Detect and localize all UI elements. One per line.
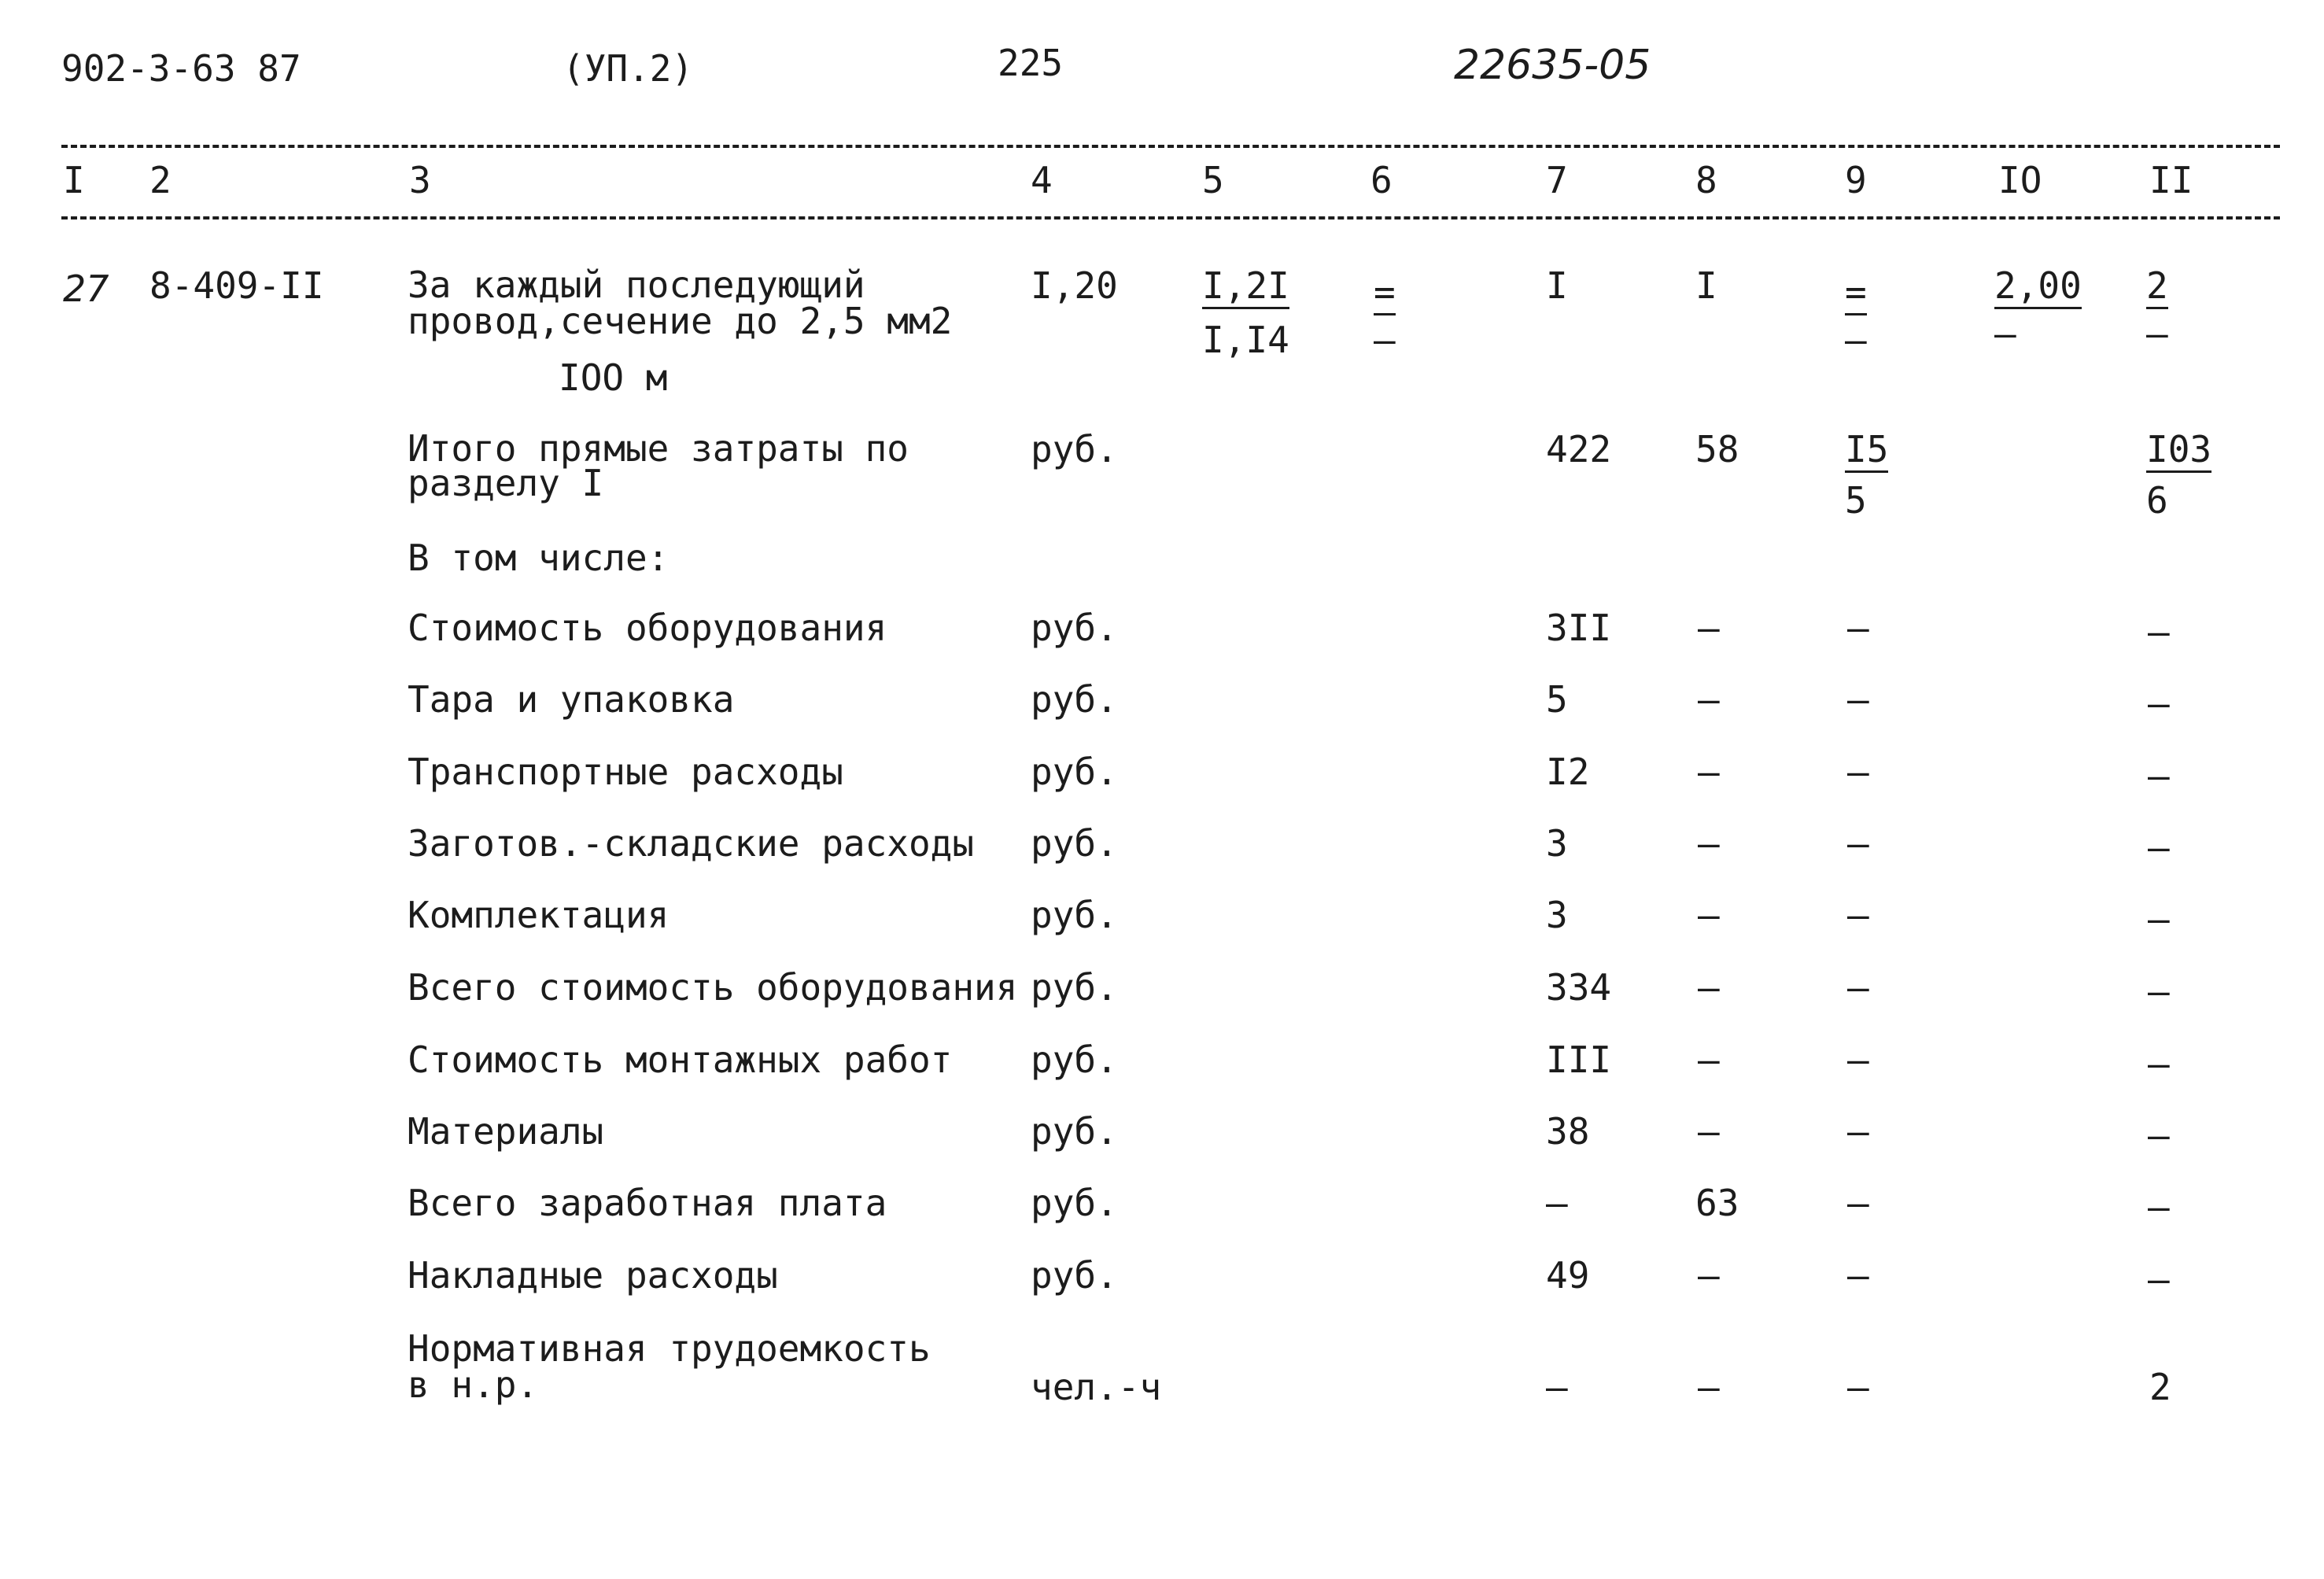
row-col7: 5: [1546, 678, 1568, 721]
row-col8: –: [1698, 1039, 1720, 1081]
row-label: Заготов.-складские расходы: [408, 822, 975, 865]
item-description-line-2: провод,сечение до 2,5 мм2: [408, 300, 953, 342]
row-col8: –: [1698, 966, 1720, 1009]
item-unit: IOO м: [559, 356, 668, 399]
row-unit: руб.: [1031, 1182, 1118, 1224]
labor-col11: 2: [2149, 1366, 2171, 1408]
col-header-4: 4: [1031, 159, 1053, 201]
row-col11: –: [2148, 1042, 2170, 1085]
col-header-7: 7: [1546, 159, 1568, 201]
row-unit: руб.: [1031, 751, 1118, 793]
row-col8: –: [1698, 822, 1720, 865]
row-label: Тара и упаковка: [408, 678, 735, 721]
col11-numerator: 2: [2146, 266, 2168, 309]
row-col7: III: [1546, 1039, 1612, 1081]
col10-numerator: 2,00: [1994, 266, 2082, 309]
row-unit: руб.: [1031, 822, 1118, 865]
row-col11: –: [2148, 754, 2170, 797]
row-unit: руб.: [1031, 894, 1118, 936]
labor-col9: –: [1847, 1366, 1869, 1408]
row-label: Стоимость оборудования: [408, 607, 887, 649]
row-col11: –: [2148, 611, 2170, 653]
row-label: Стоимость монтажных работ: [408, 1039, 953, 1081]
col9-denominator: –: [1845, 319, 1867, 361]
col11-denominator: –: [2146, 312, 2168, 355]
labor-unit: чел.-ч: [1031, 1366, 1162, 1408]
total-col7: 422: [1546, 428, 1612, 470]
total-unit: руб.: [1031, 428, 1118, 470]
row-col9: –: [1847, 1182, 1869, 1224]
row-col9: –: [1847, 678, 1869, 721]
header-rule: [61, 216, 2280, 220]
price-code: 8-409-II: [149, 264, 324, 307]
row-col8: 63: [1695, 1182, 1739, 1224]
labor-label-line-1: Нормативная трудоемкость: [408, 1327, 931, 1370]
document-code: 902-3-63 87: [61, 47, 301, 90]
row-label: Комплектация: [408, 894, 670, 936]
row-col11: –: [2148, 682, 2170, 725]
row-label: Всего заработная плата: [408, 1182, 887, 1224]
row-col9: –: [1847, 966, 1869, 1009]
row-col9: –: [1847, 822, 1869, 865]
row-col7: 3II: [1546, 607, 1612, 649]
total-col8: 58: [1695, 428, 1739, 470]
row-col7: –: [1546, 1182, 1568, 1224]
row-label: Материалы: [408, 1110, 604, 1153]
row-col7: 3: [1546, 894, 1568, 936]
total-col9-numerator: I5: [1845, 430, 1888, 473]
handwritten-stamp: 22635-05: [1454, 42, 1651, 89]
labor-col8: –: [1698, 1366, 1720, 1408]
row-col7: 49: [1546, 1254, 1590, 1297]
row-number: 27: [63, 267, 109, 310]
col-header-9: 9: [1845, 159, 1867, 201]
row-unit: руб.: [1031, 678, 1118, 721]
page-number: 225: [998, 42, 1064, 84]
row-col11: –: [2148, 898, 2170, 940]
col9-fraction: [1845, 272, 1867, 360]
col6-denominator: –: [1374, 319, 1396, 361]
col-header-2: 2: [149, 159, 172, 201]
row-col8: –: [1698, 751, 1720, 793]
total-col11-numerator: I03: [2146, 430, 2211, 473]
col11-fraction: [2146, 266, 2168, 353]
top-rule: [61, 145, 2280, 148]
row-col8: –: [1698, 607, 1720, 649]
row-unit: руб.: [1031, 1039, 1118, 1081]
col-header-5: 5: [1202, 159, 1224, 201]
row-label: Транспортные расходы: [408, 751, 843, 793]
col8-value: I: [1695, 264, 1717, 307]
col10-denominator: –: [1994, 312, 2016, 355]
total-col11-fraction: [2146, 430, 2211, 520]
labor-label-line-2: в н.р.: [408, 1363, 539, 1406]
row-col7: 38: [1546, 1110, 1590, 1153]
row-col9: –: [1847, 1039, 1869, 1081]
row-unit: руб.: [1031, 1254, 1118, 1297]
col-header-8: 8: [1695, 159, 1717, 201]
row-col7: 334: [1546, 966, 1612, 1009]
row-col9: –: [1847, 894, 1869, 936]
row-col11: –: [2148, 826, 2170, 869]
row-unit: руб.: [1031, 966, 1118, 1009]
row-col9: –: [1847, 751, 1869, 793]
total-label-line-2: разделу I: [408, 462, 604, 504]
total-col9-denominator: 5: [1845, 479, 1867, 522]
col5-fraction: [1202, 266, 1289, 360]
col-header-3: 3: [409, 159, 431, 201]
row-unit: руб.: [1031, 607, 1118, 649]
item-description-line-1: За каждый последующий: [408, 264, 865, 306]
row-col8: –: [1698, 1254, 1720, 1297]
row-col11: –: [2148, 1114, 2170, 1157]
series-label: (УП.2): [563, 47, 694, 90]
row-label: Накладные расходы: [408, 1254, 778, 1297]
row-col9: –: [1847, 1254, 1869, 1297]
col7-value: I: [1546, 264, 1568, 307]
row-col7: 3: [1546, 822, 1568, 865]
subheading: В том числе:: [408, 537, 670, 579]
col6-numerator: =: [1374, 272, 1396, 315]
labor-col7: –: [1546, 1366, 1568, 1408]
col-header-10: IO: [1998, 159, 2042, 201]
col-header-11: II: [2149, 159, 2193, 201]
row-col8: –: [1698, 1110, 1720, 1153]
row-col9: –: [1847, 1110, 1869, 1153]
col5-numerator: I,2I: [1202, 266, 1289, 309]
row-col8: –: [1698, 678, 1720, 721]
row-col11: –: [2148, 970, 2170, 1013]
col-header-1: I: [63, 159, 85, 201]
row-col9: –: [1847, 607, 1869, 649]
col6-fraction: [1374, 272, 1396, 360]
row-label: Всего стоимость оборудования: [408, 966, 1018, 1009]
col9-numerator: =: [1845, 272, 1867, 315]
col10-fraction: [1994, 266, 2082, 353]
total-col11-denominator: 6: [2146, 479, 2168, 522]
total-label-line-1: Итого прямые затраты по: [408, 427, 909, 470]
row-unit: руб.: [1031, 1110, 1118, 1153]
row-col8: –: [1698, 894, 1720, 936]
quantity: I,20: [1031, 264, 1118, 307]
col5-denominator: I,I4: [1202, 319, 1289, 361]
total-col9-fraction: [1845, 430, 1888, 520]
col-header-6: 6: [1370, 159, 1393, 201]
row-col11: –: [2148, 1258, 2170, 1300]
row-col11: –: [2148, 1186, 2170, 1228]
row-col7: I2: [1546, 751, 1590, 793]
